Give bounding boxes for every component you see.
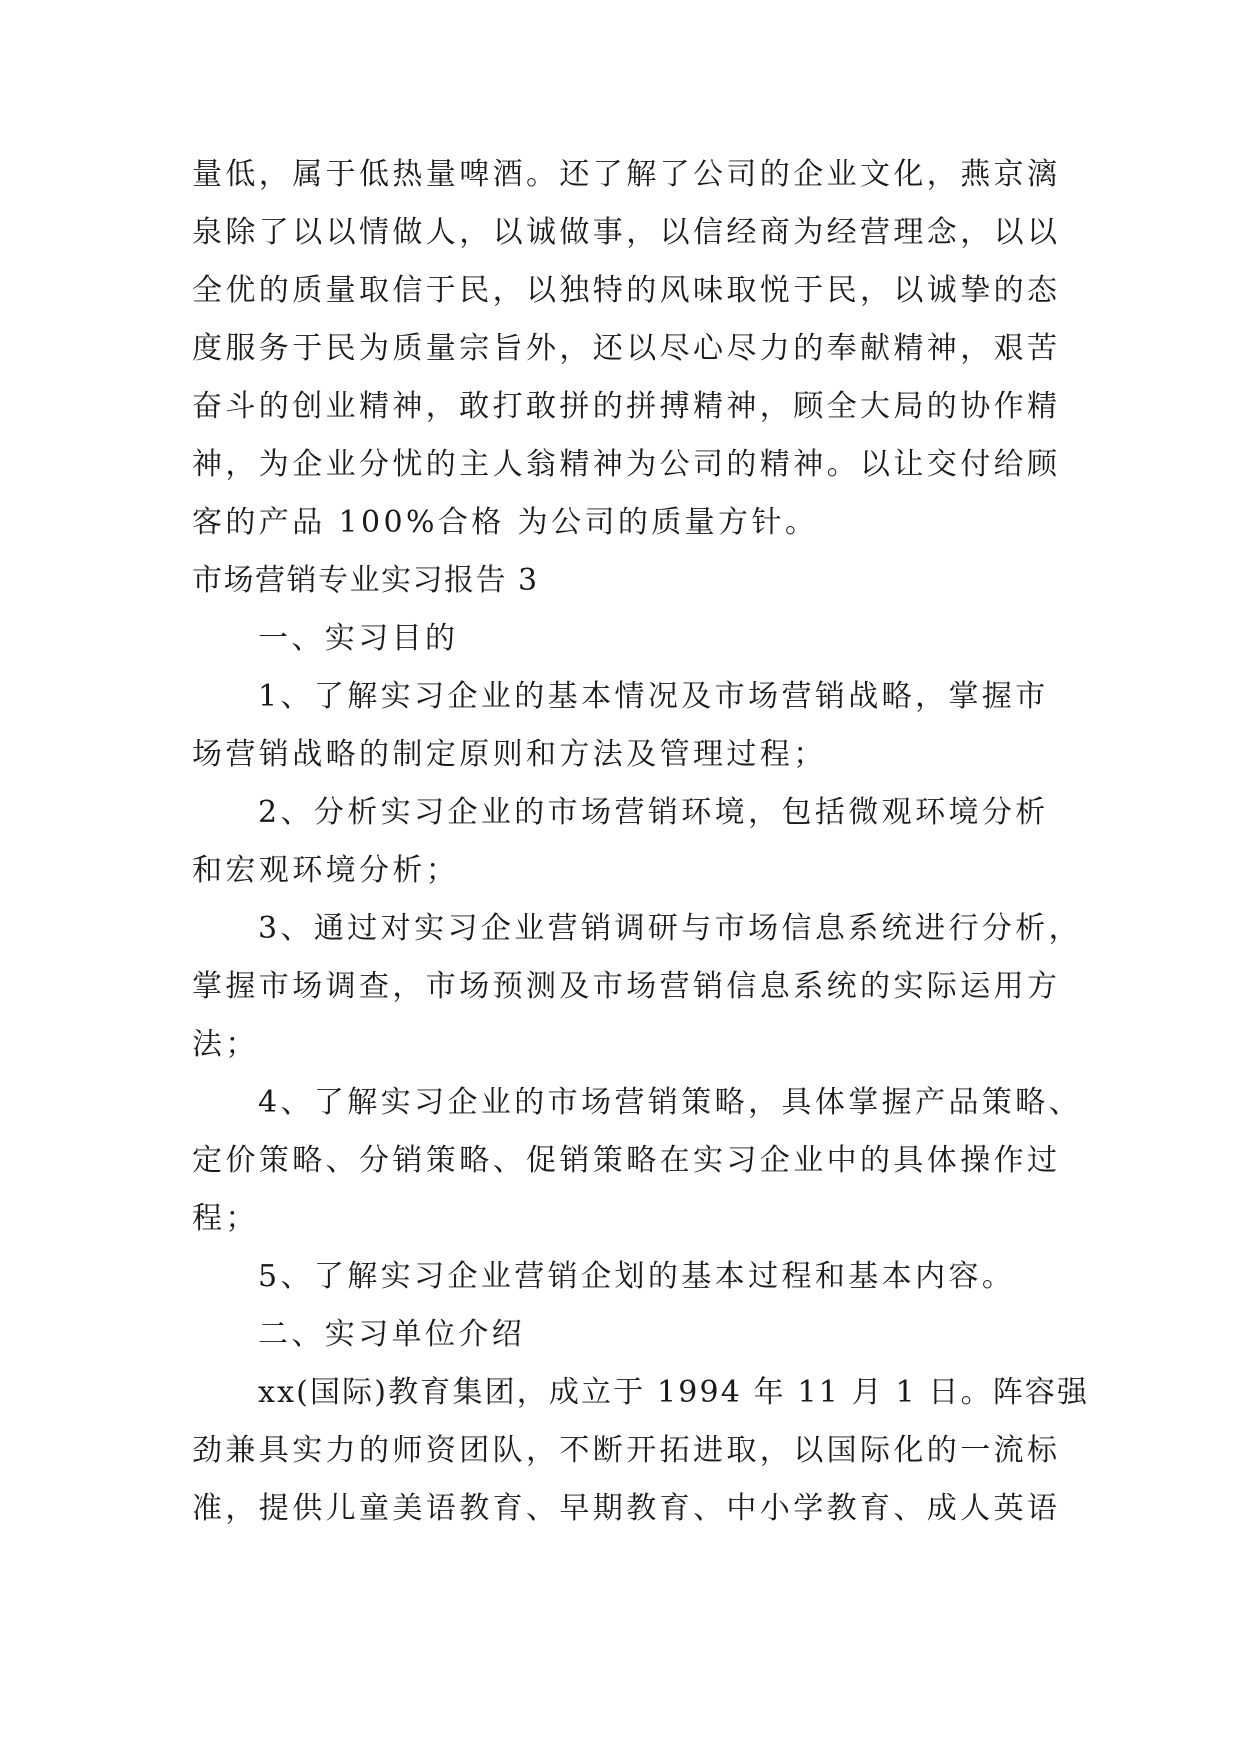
paragraph-line: xx(国际)教育集团，成立于 1994 年 11 月 1 日。阵容强 [258, 1375, 1090, 1410]
section-heading: 二、实习单位介绍 [258, 1317, 526, 1352]
paragraph-line: 泉除了以以情做人，以诚做事，以信经商为经营理念，以以 [192, 215, 1061, 250]
list-item-line: 和宏观环境分析； [192, 853, 460, 888]
list-item-line: 1、了解实习企业的基本情况及市场营销战略，掌握市 [258, 679, 1049, 714]
list-item-line: 4、了解实习企业的市场营销策略，具体掌握产品策略、 [258, 1085, 1083, 1120]
section-heading: 一、实习目的 [258, 621, 459, 656]
list-item-line: 3、通过对实习企业营销调研与市场信息系统进行分析， [258, 911, 1083, 946]
paragraph-line: 全优的质量取信于民，以独特的风味取悦于民，以诚挚的态 [192, 273, 1061, 308]
section-title: 市场营销专业实习报告 3 [192, 563, 539, 598]
list-item-line: 程； [192, 1201, 259, 1236]
list-item-line: 5、了解实习企业营销企划的基本过程和基本内容。 [258, 1259, 1016, 1294]
paragraph-line: 客的产品 100%合格 为公司的质量方针。 [192, 505, 819, 540]
paragraph-line: 劲兼具实力的师资团队，不断开拓进取，以国际化的一流标 [192, 1433, 1061, 1468]
list-item-line: 法； [192, 1027, 259, 1062]
list-item-line: 掌握市场调查，市场预测及市场营销信息系统的实际运用方 [192, 969, 1061, 1004]
paragraph-line: 神，为企业分忧的主人翁精神为公司的精神。以让交付给顾 [192, 447, 1061, 482]
paragraph-line: 准，提供儿童美语教育、早期教育、中小学教育、成人英语 [192, 1491, 1061, 1526]
list-item-line: 定价策略、分销策略、促销策略在实习企业中的具体操作过 [192, 1143, 1061, 1178]
paragraph-line: 奋斗的创业精神，敢打敢拼的拼搏精神，顾全大局的协作精 [192, 389, 1061, 424]
paragraph-line: 度服务于民为质量宗旨外，还以尽心尽力的奉献精神，艰苦 [192, 331, 1061, 366]
paragraph-line: 量低，属于低热量啤酒。还了解了公司的企业文化，燕京漓 [192, 157, 1061, 192]
list-item-line: 2、分析实习企业的市场营销环境，包括微观环境分析 [258, 795, 1049, 830]
list-item-line: 场营销战略的制定原则和方法及管理过程； [192, 737, 827, 772]
